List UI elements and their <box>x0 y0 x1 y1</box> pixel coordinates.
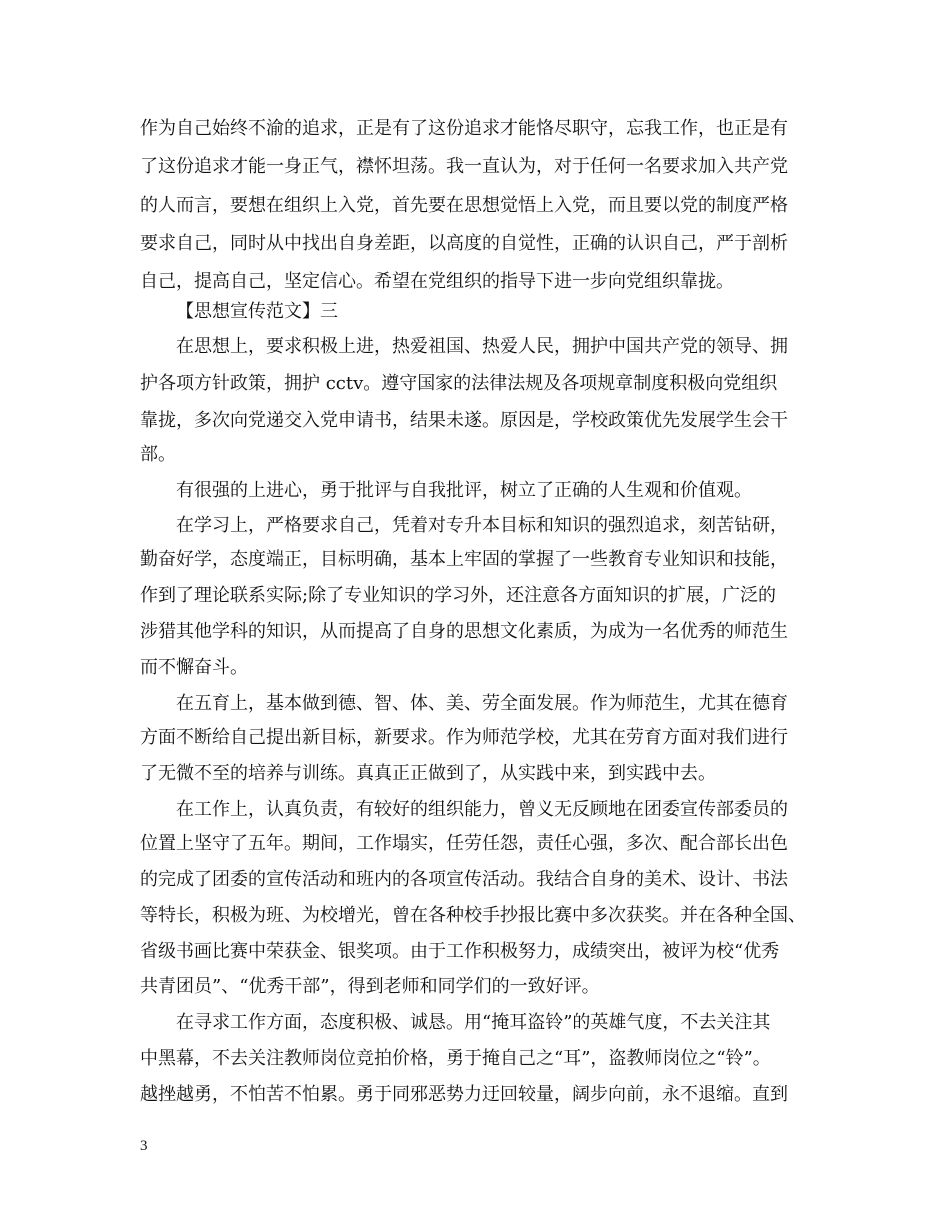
text-line: 共青团员”、“优秀干部”，得到老师和同学们的一致好评。 <box>140 976 600 997</box>
text-line: 在五育上，基本做到德、智、体、美、劳全面发展。作为师范生，尤其在德育 <box>176 693 788 714</box>
text-line: 勤奋好学，态度端正，目标明确，基本上牢固的掌握了一些教育专业知识和技能， <box>140 549 788 570</box>
text-line: 位置上坚守了五年。期间，工作塌实，任劳任怨，责任心强，多次、配合部长出色 <box>140 833 788 854</box>
text-line: 而不懈奋斗。 <box>140 657 248 678</box>
text-line: 的人而言，要想在组织上入党，首先要在思想觉悟上入党，而且要以党的制度严格 <box>140 195 788 216</box>
text-line: 涉猎其他学科的知识，从而提高了自身的思想文化素质，为成为一名优秀的师范生 <box>140 621 788 642</box>
text-line: 有很强的上进心，勇于批评与自我批评，树立了正确的人生观和价值观。 <box>176 480 752 501</box>
text-line: 方面不断给自己提出新目标，新要求。作为师范学校，尤其在劳育方面对我们进行 <box>140 727 788 748</box>
page-number: 3 <box>140 1138 148 1154</box>
text-line: 作为自己始终不渝的追求，正是有了这份追求才能恪尽职守，忘我工作，也正是有 <box>140 118 788 139</box>
text-line: 在寻求工作方面，态度积极、诚恳。用“掩耳盗铃”的英雄气度，不去关注其 <box>176 1012 771 1033</box>
text-line: 部。 <box>140 444 176 465</box>
text-line: 中黑幕，不去关注教师岗位竞拍价格，勇于掩自己之“耳”，盗教师岗位之“铃”。 <box>140 1048 771 1069</box>
text-line: 要求自己，同时从中找出自身差距，以高度的自觉性，正确的认识自己，严于剖析 <box>140 233 788 254</box>
text-line: 的完成了团委的宣传活动和班内的各项宣传活动。我结合自身的美术、设计、书法 <box>140 869 788 890</box>
text-line: 在学习上，严格要求自己，凭着对专升本目标和知识的强烈追求，刻苦钻研， <box>176 515 788 536</box>
section-heading: 【思想宣传范文】三 <box>176 301 338 322</box>
text-line: 省级书画比赛中荣获金、银奖项。由于工作积极努力，成绩突出，被评为校“优秀 <box>140 941 780 962</box>
text-line: 作到了理论联系实际;除了专业知识的学习外，还注意各方面知识的扩展，广泛的 <box>140 585 777 606</box>
text-line: 越挫越勇，不怕苦不怕累。勇于同邪恶势力迂回较量，阔步向前，永不退缩。直到 <box>140 1084 788 1105</box>
text-line: 自己，提高自己，坚定信心。希望在党组织的指导下进一步向党组织靠拢。 <box>140 271 734 292</box>
text-line: 靠拢，多次向党递交入党申请书，结果未遂。原因是，学校政策优先发展学生会干 <box>140 410 788 431</box>
text-line: 在工作上，认真负责，有较好的组织能力，曾义无反顾地在团委宣传部委员的 <box>176 799 788 820</box>
text-line: 等特长，积极为班、为校增光，曾在各种校手抄报比赛中多次获奖。并在各种全国、 <box>140 905 806 926</box>
text-line: 了这份追求才能一身正气，襟怀坦荡。我一直认为，对于任何一名要求加入共产党 <box>140 156 788 177</box>
text-line: 护各项方针政策，拥护 cctv。遵守国家的法律法规及各项规章制度积极向党组织 <box>140 373 778 394</box>
text-line: 了无微不至的培养与训练。真真正正做到了，从实践中来，到实践中去。 <box>140 763 716 784</box>
text-line: 在思想上，要求积极上进，热爱祖国、热爱人民，拥护中国共产党的领导、拥 <box>176 336 788 357</box>
